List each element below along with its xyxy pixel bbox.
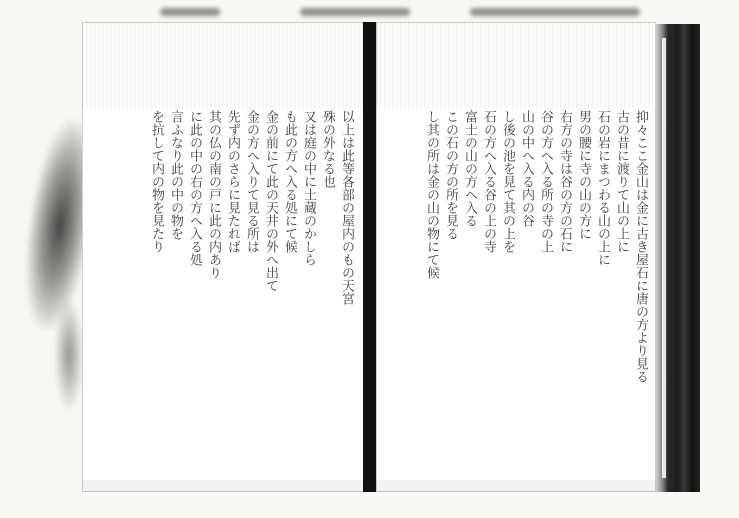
right-page xyxy=(376,22,656,492)
text-column: 右方の寺は谷の方の石に xyxy=(557,110,572,253)
text-column: 富士の山の方へ入る xyxy=(462,110,477,227)
page-shading xyxy=(376,480,656,492)
text-column: 男の腰に寺の山の方に xyxy=(576,110,591,240)
page-shading xyxy=(82,22,364,108)
text-column: 谷の方へ入る所の寺の上 xyxy=(538,110,553,253)
text-column: 言ふなり此の中の物を xyxy=(168,110,183,240)
text-column: 金の前にて此の天井の外へ出て xyxy=(263,110,278,292)
text-column: 先ず内のさらに見たれば xyxy=(225,110,240,253)
text-column: も此の方へ入る処にて候 xyxy=(282,110,297,253)
text-column: 以上は此等各部の屋内のもの天宮 xyxy=(339,110,354,305)
scan-speck xyxy=(300,8,410,16)
page-shading xyxy=(376,22,656,108)
text-column: し後の池を見て其の上を xyxy=(500,110,515,253)
text-column: 山の中へ入る内の谷 xyxy=(519,110,534,227)
text-column: 石の岩にまつわる山の上に xyxy=(595,110,610,266)
book-gutter xyxy=(363,22,377,492)
scan-smudge xyxy=(55,300,83,410)
text-column: この石の方の所を見る xyxy=(443,110,458,240)
page-shading xyxy=(82,480,364,492)
text-column: し其の所は金の山の物にて候 xyxy=(424,110,439,279)
left-page xyxy=(82,22,364,492)
right-page-text xyxy=(386,110,648,480)
text-column: 又は庭の中に土蔵のかしら xyxy=(301,110,316,266)
text-column: 殊の外なる也 xyxy=(320,110,335,188)
left-page-text xyxy=(92,110,354,480)
page-edges xyxy=(656,24,700,492)
scan-speck xyxy=(160,8,220,16)
text-column: 其の仏の南の戸に此の内あり xyxy=(206,110,221,279)
text-column: に此の中の右の方へ入る処 xyxy=(187,110,202,266)
scan-speck xyxy=(470,8,640,16)
text-column: 石の方へ入る谷の上の寺 xyxy=(481,110,496,253)
text-column: 抑々ここ金山は金に古き屋石に唐の方より見る xyxy=(633,110,648,383)
text-column: 古の昔に渡りて山の上に xyxy=(614,110,629,253)
text-column: を抗して内の物を見たり xyxy=(149,110,164,253)
text-column: 金の方へ入りて見る所は xyxy=(244,110,259,253)
open-book xyxy=(82,22,702,492)
